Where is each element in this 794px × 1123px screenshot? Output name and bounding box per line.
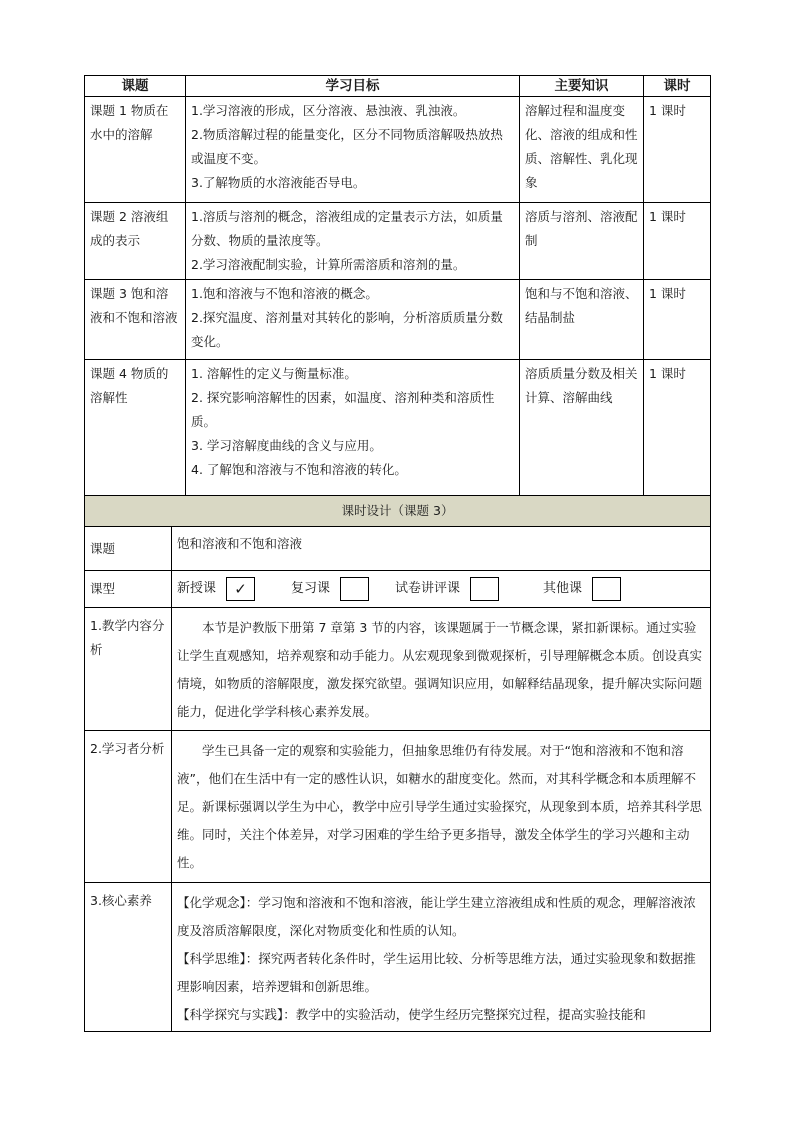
lesson-type-option	[543, 577, 621, 601]
section-label: 1.教学内容分析	[85, 608, 172, 731]
header-topic: 课题	[85, 76, 186, 97]
topic-cell: 课题 3 饱和溶液和不饱和溶液	[85, 280, 186, 360]
lesson-type-label-review: 复习课	[291, 581, 331, 596]
header-goals: 学习目标	[186, 76, 520, 97]
goal-line: 2.物质溶解过程的能量变化，区分不同物质溶解吸热放热或温度不变。	[191, 127, 503, 166]
table-row	[85, 203, 711, 280]
knowledge-cell: 溶质与溶剂、溶液配制	[520, 203, 644, 280]
section-label: 2.学习者分析	[85, 731, 172, 883]
goals-cell	[186, 97, 520, 203]
section-text: 学生已具备一定的观察和实验能力，但抽象思维仍有待发展。对于“饱和溶液和不饱和溶液”，他们在生活中有一定的感性认识，如糖水的甜度变化。然而，对其科学概念和本质理解不足。新课标强调以学生为中心，教学中应引导学生通过实验探究，从现象到本质，培养其科学思维。同时，关注个体差异，对学习困难的学生给予更多指导，激发全体学生的学习兴趣和主动性。	[172, 731, 711, 883]
lesson-type-label-exam: 试卷讲评课	[395, 581, 461, 596]
section-row	[85, 731, 711, 883]
section-text: 本节是沪教版下册第 7 章第 3 节的内容，该课题属于一节概念课，紧扣新课标。通过实验让学生直观感知，培养观察和动手能力。从宏观现象到微观探析，引导理解概念本质。创设真实情境，如物质的溶解限度，激发探究欲望。强调知识应用，如解释结晶现象，提升解决实际问题能力，促进化学学科核心素养发展。	[172, 608, 711, 731]
lesson-type-checkbox-new[interactable]: ✓	[226, 577, 255, 601]
topic-row	[85, 527, 711, 571]
banner-row	[85, 496, 711, 527]
knowledge-cell: 溶质质量分数及相关计算、溶解曲线	[520, 360, 644, 496]
lesson-type-options	[172, 571, 711, 608]
lesson-type-option	[177, 577, 255, 601]
goal-line: 1. 溶解性的定义与衡量标准。	[191, 366, 357, 381]
lesson-type-row	[85, 571, 711, 608]
lesson-design-banner: 课时设计（课题 3）	[85, 496, 711, 527]
goals-cell	[186, 203, 520, 280]
lesson-type-checkbox-review[interactable]	[340, 577, 369, 601]
goal-line: 3. 学习溶解度曲线的含义与应用。	[191, 438, 382, 453]
goals-cell	[186, 360, 520, 496]
table-row	[85, 97, 711, 203]
knowledge-cell: 饱和与不饱和溶液、结晶制盐	[520, 280, 644, 360]
lesson-type-label-other: 其他课	[543, 581, 583, 596]
hours-cell: 1 课时	[644, 360, 711, 496]
goal-line: 1.饱和溶液与不饱和溶液的概念。	[191, 286, 378, 301]
header-knowledge: 主要知识	[520, 76, 644, 97]
core-literacy-paragraph: 【科学思维】：探究两者转化条件时，学生运用比较、分析等思维方法，通过实验现象和数据推理影响因素，培养逻辑和创新思维。	[177, 951, 696, 994]
topic-cell: 课题 2 溶液组成的表示	[85, 203, 186, 280]
overview-header-row	[85, 76, 711, 97]
goal-line: 1.学习溶液的形成，区分溶液、悬浊液、乳浊液。	[191, 103, 466, 118]
lesson-type-checkbox-other[interactable]	[592, 577, 621, 601]
header-hours: 课时	[644, 76, 711, 97]
topic-cell: 课题 4 物质的溶解性	[85, 360, 186, 496]
goal-line: 4. 了解饱和溶液与不饱和溶液的转化。	[191, 462, 407, 477]
section-label: 3.核心素养	[85, 883, 172, 1032]
topic-label: 课题	[85, 527, 172, 571]
topic-value: 饱和溶液和不饱和溶液	[172, 527, 711, 571]
hours-cell: 1 课时	[644, 203, 711, 280]
goal-line: 2.学习溶液配制实验，计算所需溶质和溶剂的量。	[191, 257, 466, 272]
hours-cell: 1 课时	[644, 280, 711, 360]
section-row	[85, 883, 711, 1032]
lesson-type-checkbox-exam[interactable]	[470, 577, 499, 601]
goal-line: 2.探究温度、溶剂量对其转化的影响，分析溶质质量分数变化。	[191, 310, 503, 349]
goal-line: 1.溶质与溶剂的概念，溶液组成的定量表示方法，如质量分数、物质的量浓度等。	[191, 209, 503, 248]
goals-cell	[186, 280, 520, 360]
core-literacy-paragraph: 【化学观念】：学习饱和溶液和不饱和溶液，能让学生建立溶液组成和性质的观念，理解溶液浓度及溶质溶解限度，深化对物质变化和性质的认知。	[177, 895, 696, 938]
table-row	[85, 280, 711, 360]
hours-cell: 1 课时	[644, 97, 711, 203]
section-text	[172, 883, 711, 1032]
core-literacy-paragraph: 【科学探究与实践】：教学中的实验活动，使学生经历完整探究过程，提高实验技能和	[177, 1007, 646, 1022]
lesson-type-option	[395, 577, 499, 601]
knowledge-cell: 溶解过程和温度变化、溶液的组成和性质、溶解性、乳化现象	[520, 97, 644, 203]
lesson-type-option	[291, 577, 369, 601]
lesson-type-label-new: 新授课	[177, 581, 217, 596]
table-row	[85, 360, 711, 496]
section-row	[85, 608, 711, 731]
lesson-type-label: 课型	[85, 571, 172, 608]
lesson-design-table	[84, 495, 711, 1032]
topic-cell: 课题 1 物质在水中的溶解	[85, 97, 186, 203]
goal-line: 3.了解物质的水溶液能否导电。	[191, 175, 366, 190]
document-page	[84, 75, 710, 1032]
goal-line: 2. 探究影响溶解性的因素，如温度、溶剂种类和溶质性质。	[191, 390, 495, 429]
overview-table	[84, 75, 711, 496]
